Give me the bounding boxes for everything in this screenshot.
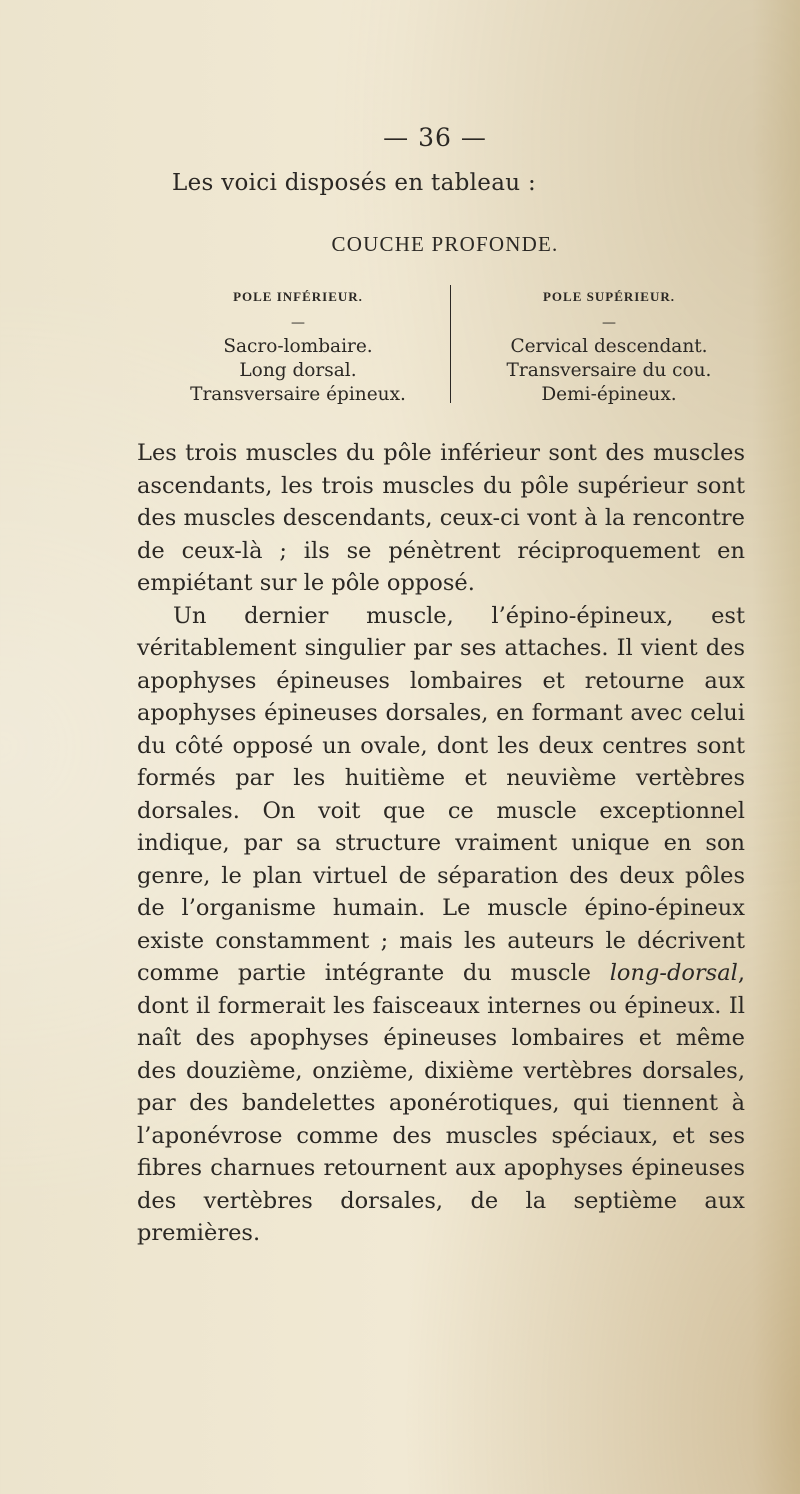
paragraph-2 [137,600,745,1250]
italic-term: long-dorsal [609,960,738,986]
intro-line: Les voici disposés en tableau : [172,170,536,196]
left-item: Transversaire épineux. [190,384,406,405]
right-item: Demi-épineux. [541,384,677,405]
right-column-dash: — [602,315,616,331]
paragraph-2-text-b: , dont il formerait les faisceaux internes ou épineux. Il naît des apophyses épineuses lombaires et même des douzième, onzième, dixième vertèbres dorsales, par des bandelettes aponérotiques, qui tiennent à l’aponévrose comme des muscles spéciaux, et ses fibres charnues retournent aux apophyses épineuses des vertèbres dorsales, de la septième aux premières. [137,960,745,1246]
left-item: Long dorsal. [239,360,357,381]
right-item: Transversaire du cou. [506,360,712,381]
right-column [476,285,742,407]
table-title: COUCHE PROFONDE. [331,232,559,256]
left-column-header: POLE INFÉRIEUR. [233,289,363,304]
right-item: Cervical descendant. [510,336,708,357]
left-column-dash: — [291,315,305,331]
paragraph-1: Les trois muscles du pôle inférieur sont des muscles ascendants, les trois muscles du pôle supérieur sont des muscles descendants, ceux-ci vont à la rencontre de ceux-là ; ils se pénètrent réciproquement en empiétant sur le pôle opposé. [137,440,745,596]
page-number: — 36 — [383,123,487,152]
left-item: Sacro-lombaire. [223,336,373,357]
column-divider [450,285,451,403]
left-column [170,285,426,407]
body-text [137,437,745,1250]
right-column-header: POLE SUPÉRIEUR. [542,289,676,304]
paragraph-2-text-a: Un dernier muscle, l’épino-épineux, est véritablement singulier par ses attaches. Il vient des apophyses épineuses lombaires et retourne aux apophyses épineuses dorsales, en formant avec celui du côté opposé un ovale, dont les deux centres sont formés par les huitième et neuvième vertèbres dorsales. On voit que ce muscle exceptionnel indique, par sa structure vraiment unique en son genre, le plan virtuel de séparation des deux pôles de l’organisme humain. Le muscle épino-épineux existe constamment ; mais les auteurs le décrivent comme partie intégrante du muscle [137,602,745,986]
